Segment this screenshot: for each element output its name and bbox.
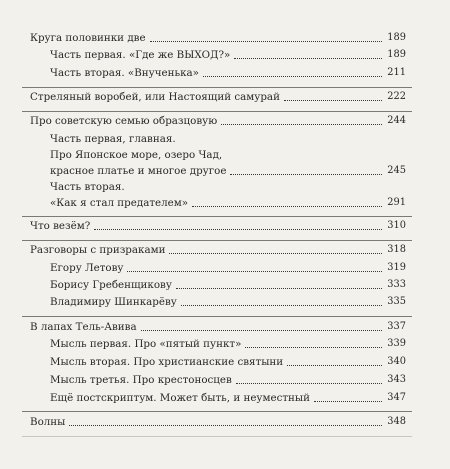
dot-leader [284,100,382,101]
entry-title: Волны [30,416,66,428]
page-number: 347 [387,392,406,403]
entry-title: Про советскую семью образцовую [30,115,218,127]
toc-entry [30,30,406,46]
dot-leader [94,229,382,230]
page-number: 189 [387,49,406,60]
dot-leader [181,305,382,306]
page-number: 337 [387,321,406,332]
toc-entry [30,319,406,335]
entry-title: Что везём? [30,220,91,232]
section-divider [22,216,412,217]
entry-title: Круга половинки две [30,32,146,44]
page-number: 339 [387,338,406,349]
entry-title: Мысль вторая. Про христианские святыни [50,356,284,368]
dot-leader [127,271,382,272]
dot-leader [314,401,382,402]
toc-subentry [50,336,406,352]
page-number: 244 [387,115,406,126]
toc-subentry [50,277,406,293]
dot-leader [287,365,382,366]
toc-subentry [50,294,406,310]
page-number: 189 [387,32,406,43]
entry-title: Разговоры с призраками [30,244,166,256]
section-divider [22,316,412,317]
entry-title: Часть первая. «Где же ВЫХОД?» [50,49,231,61]
toc-entry [30,218,406,234]
page-number: 340 [387,356,406,367]
toc-subentry [50,390,406,406]
page-number: 343 [387,374,406,385]
page-number: 222 [387,91,406,102]
dot-leader [236,383,382,384]
page-number: 245 [387,165,406,176]
page-number: 310 [387,220,406,231]
page-number: 291 [387,197,406,208]
dot-leader [150,41,382,42]
entry-title: Мысль первая. Про «пятый пункт» [50,338,242,350]
page-number: 333 [387,279,406,290]
section-divider [22,436,412,437]
toc-entry [30,414,406,430]
entry-title: Ещё постскриптум. Может быть, и неуместный [50,392,310,404]
page-number: 211 [387,67,406,78]
entry-title: Стреляный воробей, или Настоящий самурай [30,91,280,103]
dot-leader [192,206,382,207]
section-divider [22,240,412,241]
toc-subentry [50,47,406,63]
dot-leader [69,425,382,426]
dot-leader [169,253,382,254]
entry-title: «Как я стал предателем» [50,197,189,209]
dot-leader [141,330,382,331]
entry-title: Мысль третья. Про крестоносцев [50,374,232,386]
entry-text-line: Часть первая, главная. [50,133,176,145]
entry-title: Часть вторая. «Внученька» [50,67,199,79]
dot-leader [245,347,382,348]
entry-title: Борису Гребенщикову [50,279,172,291]
page-number: 335 [387,296,406,307]
entry-title: Егору Летову [50,262,124,274]
page-number: 319 [387,262,406,273]
toc-subentry [50,163,406,179]
toc-subentry [50,372,406,388]
entry-title: В лапах Тель-Авива [30,321,137,333]
page-number: 318 [387,244,406,255]
entry-title: красное платье и многое другое [50,165,227,177]
toc-subentry [50,354,406,370]
dot-leader [221,124,382,125]
entry-title: Владимиру Шинкарёву [50,296,177,308]
entry-text-line: Часть вторая. [50,181,125,193]
section-divider [22,411,412,412]
toc-subentry [50,195,406,211]
toc-entry [30,89,406,105]
toc-entry [30,113,406,129]
page-number: 348 [387,416,406,427]
dot-leader [234,58,382,59]
toc-subentry [50,65,406,81]
section-divider [22,87,412,88]
toc-entry [30,242,406,258]
entry-text-line: Про Японское море, озеро Чад, [50,149,223,161]
section-divider [22,111,412,112]
toc-subentry [50,260,406,276]
dot-leader [230,174,382,175]
dot-leader [176,288,382,289]
dot-leader [203,76,382,77]
